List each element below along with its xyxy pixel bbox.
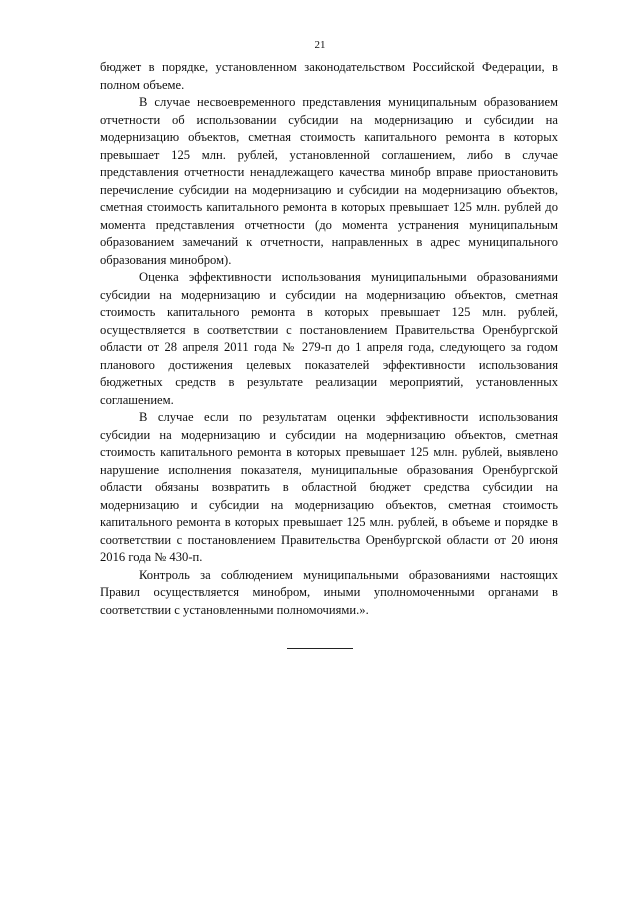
- paragraph-continuation: бюджет в порядке, установленном законодательством Российской Федерации, в полном объеме.: [100, 60, 558, 92]
- document-body: [100, 59, 558, 619]
- page-number: 21: [314, 39, 326, 51]
- paragraph-control: Контроль за соблюдением муниципальными образованиями настоящих Правил осуществляется минобром, иными уполномоченными органами в соответствии с установленными полномочиями.».: [100, 567, 558, 617]
- paragraph-violation-refund: В случае если по результатам оценки эффективности использования субсидии на модернизацию и субсидии на модернизацию объектов, сметная стоимость капитального ремонта в которых превышает 125 млн. рублей, выявлено нарушение исполнения показателя, муниципальные образования Оренбургской области обязаны возвратить в областной бюджет средства субсидии на модернизацию и субсидии на модернизацию объектов, сметная стоимость капитального ремонта в которых превышает 125 млн. рублей, в объеме и порядке в соответствии с постановлением Правительства Оренбургской области от 20 июня 2016 года № 430-п.: [100, 410, 558, 564]
- paragraph-efficiency-assessment: Оценка эффективности использования муниципальными образованиями субсидии на модернизацию и субсидии на модернизацию объектов, сметная стоимость капитального ремонта в которых превышает 125 млн. рублей, осуществляется в соответствии с постановлением Правительства Оренбургской области от 28 апреля 2011 года № 279-п до 1 апреля года, следующего за годом планового достижения целевых показателей эффективности использования бюджетных средств в результате реализации мероприятий, установленных соглашением.: [100, 270, 558, 407]
- end-of-text-rule: [287, 648, 353, 649]
- paragraph-late-reporting: В случае несвоевременного представления муниципальным образованием отчетности об использовании субсидии на модернизацию и субсидии на модернизацию объектов, сметная стоимость капитального ремонта в которых превышает 125 млн. рублей, установленной соглашением, либо в случае представления отчетности ненадлежащего качества минобр вправе приостановить перечисление субсидии на модернизацию и субсидии на модернизацию объектов, сметная стоимость капитального ремонта в которых превышает 125 млн. рублей до момента представления отчетности (до момента устранения муниципальным образованием замечаний к отчетности, направленных в адрес муниципального образования минобром).: [100, 95, 558, 267]
